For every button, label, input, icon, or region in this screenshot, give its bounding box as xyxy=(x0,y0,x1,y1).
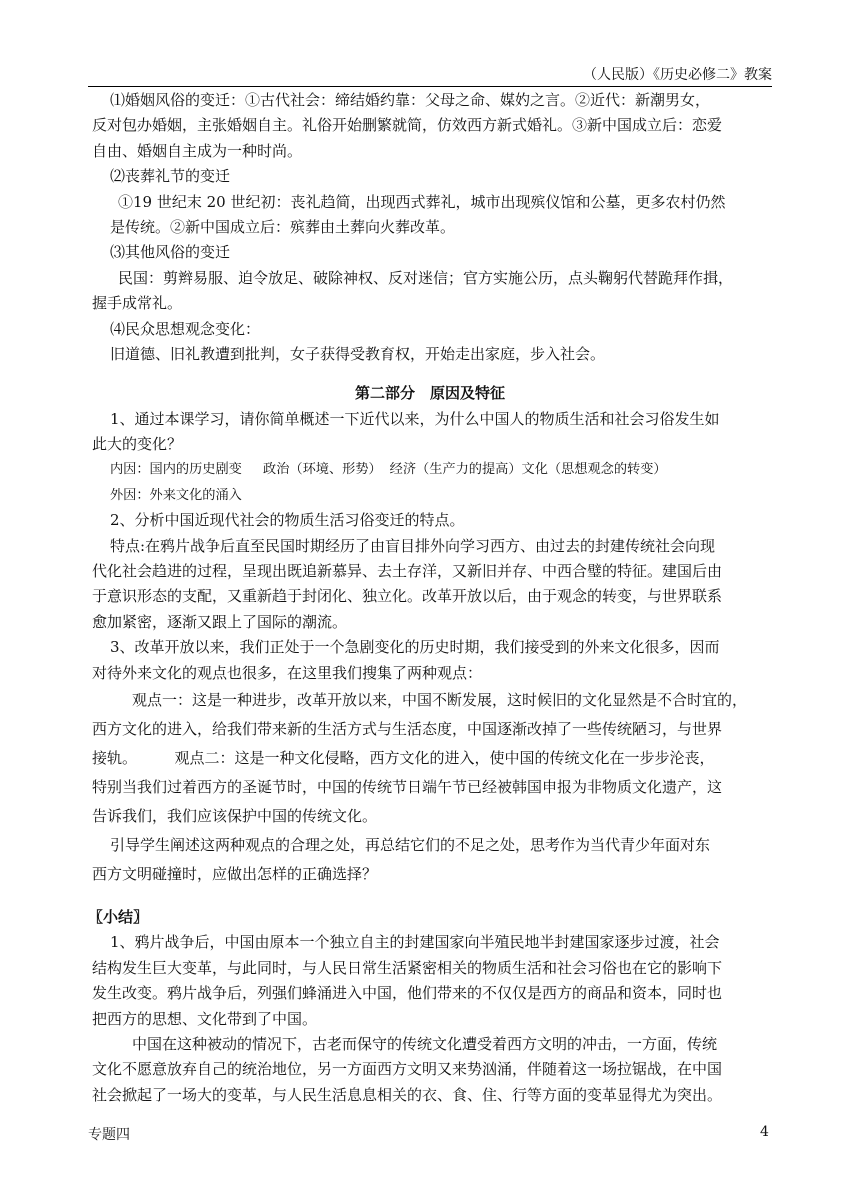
other-line-1: 民国：剪辫易服、迫令放足、破除神权、反对迷信；官方实施公历，点头鞠躬代替跪拜作揖， xyxy=(118,268,734,287)
viewpoint-line-3: 接轨。 观点二：这是一种文化侵略，西方文化的进入，使中国的传统文化在一步步沦丧， xyxy=(92,748,715,767)
summary-1-line-2: 结构发生巨大变革，与此同时，与人民日常生活紧密相关的物质生活和社会习俗也在它的影响下 xyxy=(92,958,723,977)
part2-heading: 第二部分 原因及特征 xyxy=(354,384,505,403)
question-1-line-1: 1、通过本课学习，请你简单概述一下近代以来，为什么中国人的物质生活和社会习俗发生如 xyxy=(110,409,720,428)
summary-1-line-3: 发生改变。鸦片战争后，列强们蜂涌进入中国，他们带来的不仅仅是西方的商品和资本，同时也 xyxy=(92,984,723,1003)
viewpoint-line-1: 观点一：这是一种进步，改革开放以来，中国不断发展，这时候旧的文化显然是不合时宜的， xyxy=(132,690,748,709)
answer-1-line-1: 内因：国内的历史剧变 政治（环境、形势） 经济（生产力的提高）文化（思想观念的转变） xyxy=(110,462,667,478)
question-1-line-2: 此大的变化？ xyxy=(92,435,183,454)
mind-line-1: 旧道德、旧礼教遭到批判，女子获得受教育权，开始走出家庭，步入社会。 xyxy=(110,344,606,363)
summary-title: 〖小结〗 xyxy=(88,907,149,926)
marriage-line-3: 自由、婚姻自主成为一种时尚。 xyxy=(92,141,303,160)
summary-2-line-3: 社会掀起了一场大的变革，与人民生活息息相关的衣、食、住、行等方面的变革显得尤为突出。 xyxy=(92,1085,723,1104)
viewpoint-line-4: 特别当我们过着西方的圣诞节时，中国的传统节日端午节已经被韩国申报为非物质文化遗产，这 xyxy=(92,777,723,796)
funeral-line-2: 是传统。②新中国成立后：殡葬由土葬向火葬改革。 xyxy=(110,217,456,236)
answer-2-line-3: 于意识形态的支配，又重新趋于封闭化、独立化。改革开放以后，由于观念的转变，与世界联系 xyxy=(92,587,723,606)
summary-2-line-1: 中国在这种被动的情况下，古老而保守的传统文化遭受着西方文明的冲击，一方面，传统 xyxy=(132,1034,718,1053)
funeral-line-1: ①19 世纪末 20 世纪初：丧礼趋简，出现西式葬礼，城市出现殡仪馆和公墓，更多农村仍然 xyxy=(118,192,726,211)
other-title: ⑶其他风俗的变迁 xyxy=(110,243,231,262)
page-header: （人民版）《历史必修二》教案 xyxy=(88,64,772,87)
answer-2-line-1: 特点:在鸦片战争后直至民国时期经历了由盲目排外向学习西方、由过去的封建传统社会向现 xyxy=(110,536,716,555)
question-3-line-1: 3、改革开放以来，我们正处于一个急剧变化的历史时期，我们接受到的外来文化很多，因而 xyxy=(110,638,720,657)
summary-1-line-1: 1、鸦片战争后，中国由原本一个独立自主的封建国家向半殖民地半封建国家逐步过渡，社会 xyxy=(110,933,720,952)
answer-1-line-2: 外因：外来文化的涌入 xyxy=(110,487,242,503)
footer-topic: 专题四 xyxy=(88,1127,130,1143)
viewpoint-line-5: 告诉我们，我们应该保护中国的传统文化。 xyxy=(92,806,378,825)
summary-2-line-2: 文化不愿意放弃自己的统治地位，另一方面西方文明又来势汹涌，伴随着这一场拉锯战，在中国 xyxy=(92,1060,723,1079)
mind-title: ⑷民众思想观念变化： xyxy=(110,319,261,338)
page-content xyxy=(88,88,772,1108)
summary-1-line-4: 把西方的思想、文化带到了中国。 xyxy=(92,1009,318,1028)
guide-line-2: 西方文明碰撞时，应做出怎样的正确选择？ xyxy=(92,864,378,883)
answer-2-line-2: 代化社会趋进的过程，呈现出既追新慕异、去土存洋，又新旧并存、中西合璧的特征。建国后由 xyxy=(92,562,723,581)
other-line-2: 握手成常礼。 xyxy=(92,294,183,313)
marriage-line-1: ⑴婚姻风俗的变迁：①古代社会：缔结婚约靠：父母之命、媒妁之言。②近代：新潮男女， xyxy=(110,91,711,109)
page-number: 4 xyxy=(760,1124,769,1140)
marriage-line-2: 反对包办婚姻，主张婚姻自主。礼俗开始删繁就简，仿效西方新式婚礼。③新中国成立后：恋爱 xyxy=(92,116,723,135)
viewpoint-line-2: 西方文化的进入，给我们带来新的生活方式与生活态度，中国逐渐改掉了一些传统陋习，与世界 xyxy=(92,719,723,738)
answer-2-line-4: 愈加紧密，逐渐又跟上了国际的潮流。 xyxy=(92,612,348,631)
question-2: 2、分析中国近现代社会的物质生活习俗变迁的特点。 xyxy=(110,511,465,530)
funeral-title: ⑵丧葬礼节的变迁 xyxy=(110,167,231,186)
question-3-line-2: 对待外来文化的观点也很多，在这里我们搜集了两种观点： xyxy=(92,663,483,682)
guide-line-1: 引导学生阐述这两种观点的合理之处，再总结它们的不足之处，思考作为当代青少年面对东 xyxy=(110,835,711,854)
